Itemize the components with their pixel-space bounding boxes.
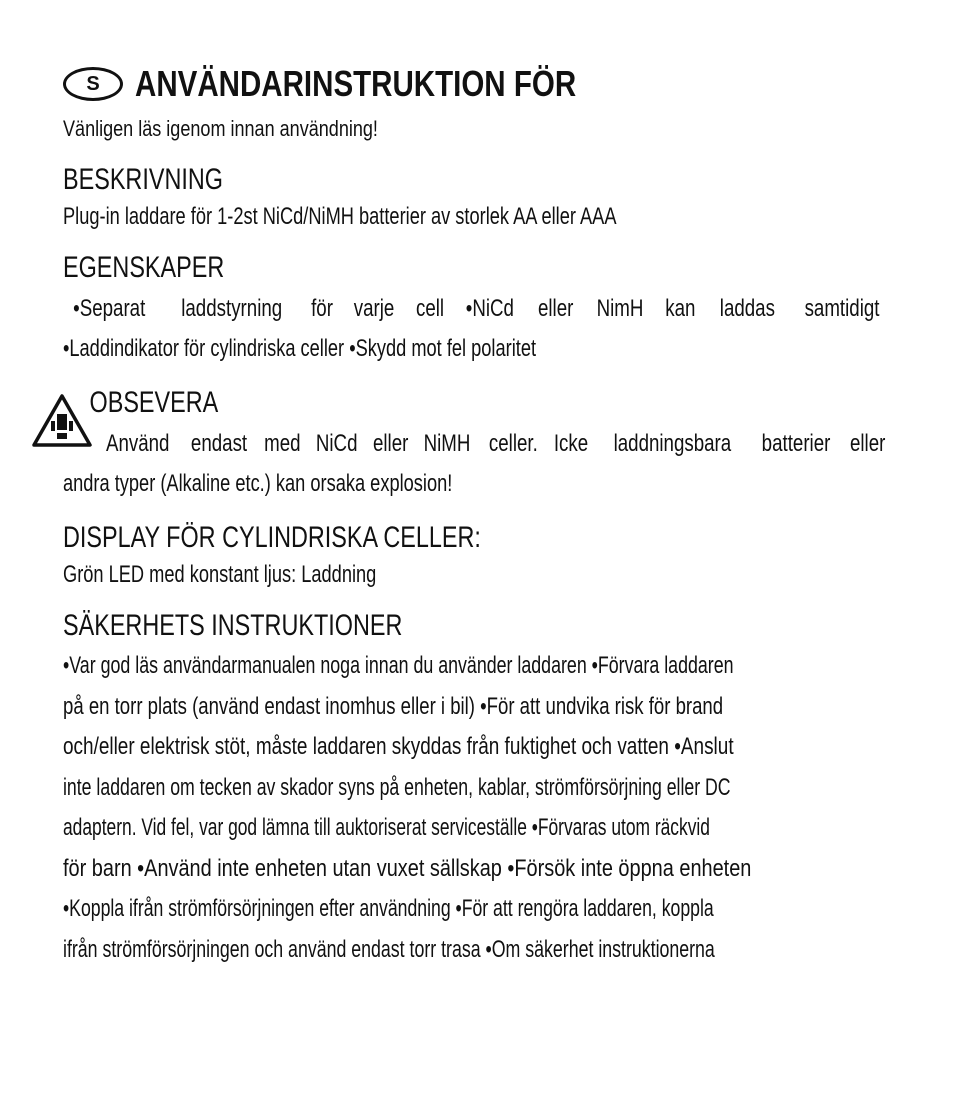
feature-word: eller — [537, 295, 573, 322]
feature-word: varje — [353, 295, 395, 322]
features-line-2: •Laddindikator för cylindriska celler •Skydd mot fel polaritet — [63, 335, 537, 362]
warning-block — [63, 383, 890, 504]
feature-word: NimH — [596, 295, 643, 322]
safety-line: på en torr plats (använd endast inomhus eller i bil) •För att undvika risk för brand — [63, 692, 724, 720]
safety-heading: SÄKERHETS INSTRUKTIONER — [63, 609, 403, 642]
warning-word: NiCd — [315, 430, 358, 457]
safety-line: och/eller elektrisk stöt, måste laddaren skyddas från fuktighet och vatten •Anslut — [63, 733, 734, 760]
feature-word: laddas — [719, 295, 775, 322]
warning-heading: OBSEVERA — [89, 386, 219, 419]
feature-word: •NiCd — [465, 295, 515, 322]
safety-line: •Var god läs användarmanualen noga innan du använder laddaren •Förvara laddaren — [63, 652, 734, 679]
description-heading: BESKRIVNING — [63, 163, 223, 196]
safety-line: för barn •Använd inte enheten utan vuxet sällskap •Försök inte öppna enheten — [63, 854, 752, 882]
feature-word: samtidigt — [804, 295, 880, 322]
safety-paragraph — [63, 646, 890, 970]
display-text: Grön LED med konstant ljus: Laddning — [63, 561, 377, 588]
warning-word: eller — [849, 430, 885, 457]
feature-word: cell — [415, 295, 444, 322]
warning-word: celler. — [488, 430, 538, 457]
safety-line: ifrån strömförsörjningen och använd endast torr trasa •Om säkerhet instruktionerna — [63, 935, 715, 963]
title-row — [63, 58, 890, 110]
manual-page — [63, 58, 890, 970]
page-title: ANVÄNDARINSTRUKTION FÖR — [135, 63, 577, 104]
feature-word: för — [311, 295, 334, 322]
safety-line: adaptern. Vid fel, var god lämna till auktoriserat serviceställe •Förvaras utom räckvid — [63, 814, 710, 841]
warning-word: NiMH — [424, 430, 471, 457]
feature-word: kan — [665, 295, 696, 322]
warning-word: laddningsbara — [613, 430, 732, 457]
warning-word: Icke — [553, 430, 588, 457]
features-heading: EGENSKAPER — [63, 251, 225, 284]
warning-word: endast — [190, 430, 247, 457]
warning-word: batterier — [761, 430, 831, 457]
warning-word: Använd — [105, 430, 170, 457]
warning-line-2: andra typer (Alkaline etc.) kan orsaka explosion! — [63, 470, 453, 497]
warning-word: eller — [372, 430, 409, 457]
feature-word: •Separat — [73, 295, 146, 322]
display-heading: DISPLAY FÖR CYLINDRISKA CELLER: — [63, 521, 481, 554]
page-subtitle: Vänligen läs igenom innan användning! — [63, 116, 378, 141]
feature-word: laddstyrning — [181, 295, 283, 322]
description-text: Plug-in laddare för 1-2st NiCd/NiMH batterier av storlek AA eller AAA — [63, 203, 617, 230]
features-line-1 — [63, 288, 890, 329]
warning-word: med — [264, 430, 301, 457]
safety-line: inte laddaren om tecken av skador syns på enheten, kablar, strömförsörjning eller DC — [63, 773, 731, 801]
warning-line-1 — [63, 423, 890, 464]
safety-line: •Koppla ifrån strömförsörjningen efter användning •För att rengöra laddaren, koppla — [63, 895, 714, 922]
language-badge: S — [63, 67, 123, 101]
